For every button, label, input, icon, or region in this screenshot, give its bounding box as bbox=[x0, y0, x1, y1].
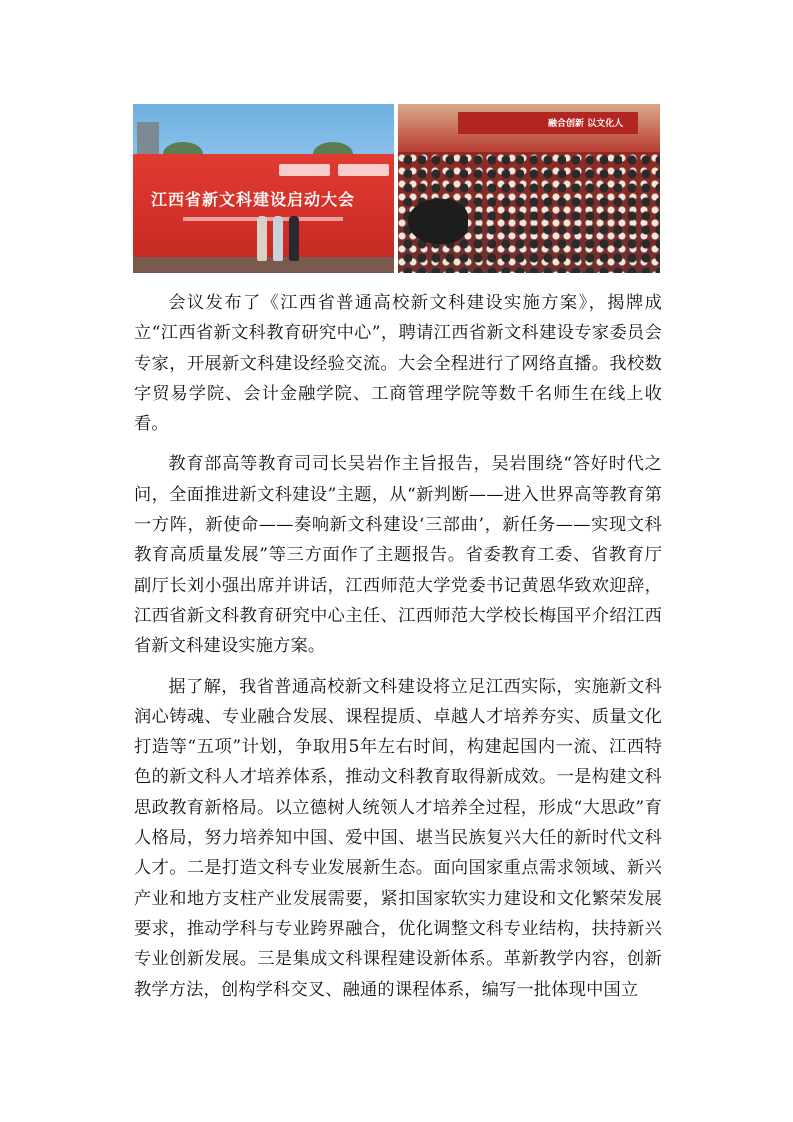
paragraph: 据了解，我省普通高校新文科建设将立足江西实际，实施新文科润心铸魂、专业融合发展、课程提质、卓越人才培养夯实、质量文化打造等“五项”计划，争取用5年左右时间，构建起国内一流、江西特色的新文科人才培养体系，推动文科教育取得新成效。一是构建文科思政教育新格局。以立德树人统领人才培养全过程，形成“大思政”育人格局，努力培养知中国、爱中国、堪当民族复兴大任的新时代文科人才。二是打造文科专业发展新生态。面向国家重点需求领域、新兴产业和地方支柱产业发展需要，紧扣国家软实力建设和文化繁荣发展要求，推动学科与专业跨界融合，优化调整文科专业结构，扶持新兴专业创新发展。三是集成文科课程建设新体系。革新教学内容，创新教学方法，创构学科交叉、融通的课程体系，编写一批体现中国立 bbox=[134, 676, 662, 1000]
paragraph: 教育部高等教育司司长吴岩作主旨报告，吴岩围绕“答好时代之问，全面推进新文科建设”主题，从“新判断——进入世界高等教育第一方阵，新使命——奏响新文科建设‘三部曲’，新任务——实现文科教育高质量发展”等三方面作了主题报告。省委教育工委、省教育厅副厅长刘小强出席并讲话，江西师范大学党委书记黄恩华致欢迎辞，江西省新文科教育研究中心主任、江西师范大学校长梅国平介绍江西省新文科建设实施方案。 bbox=[134, 454, 662, 657]
paragraph: 会议发布了《江西省普通高校新文科建设实施方案》，揭牌成立“江西省新文科教育研究中心”，聘请江西省新文科建设专家委员会专家，开展新文科建设经验交流。大会全程进行了网络直播。我校数字贸易学院、会计金融学院、工商管理学院等数千名师生在线上收看。 bbox=[134, 293, 662, 435]
auditorium-photo bbox=[398, 104, 660, 273]
person bbox=[273, 216, 283, 261]
hall-banner-text: 融合创新 以文化人 bbox=[548, 119, 624, 129]
person bbox=[289, 216, 299, 261]
backdrop-logos bbox=[279, 164, 389, 176]
launch-ceremony-photo bbox=[133, 104, 394, 273]
backdrop-title: 江西省新文科建设启动大会 bbox=[151, 190, 356, 209]
stage bbox=[408, 199, 468, 244]
person bbox=[257, 216, 267, 261]
article-body bbox=[134, 288, 662, 1015]
